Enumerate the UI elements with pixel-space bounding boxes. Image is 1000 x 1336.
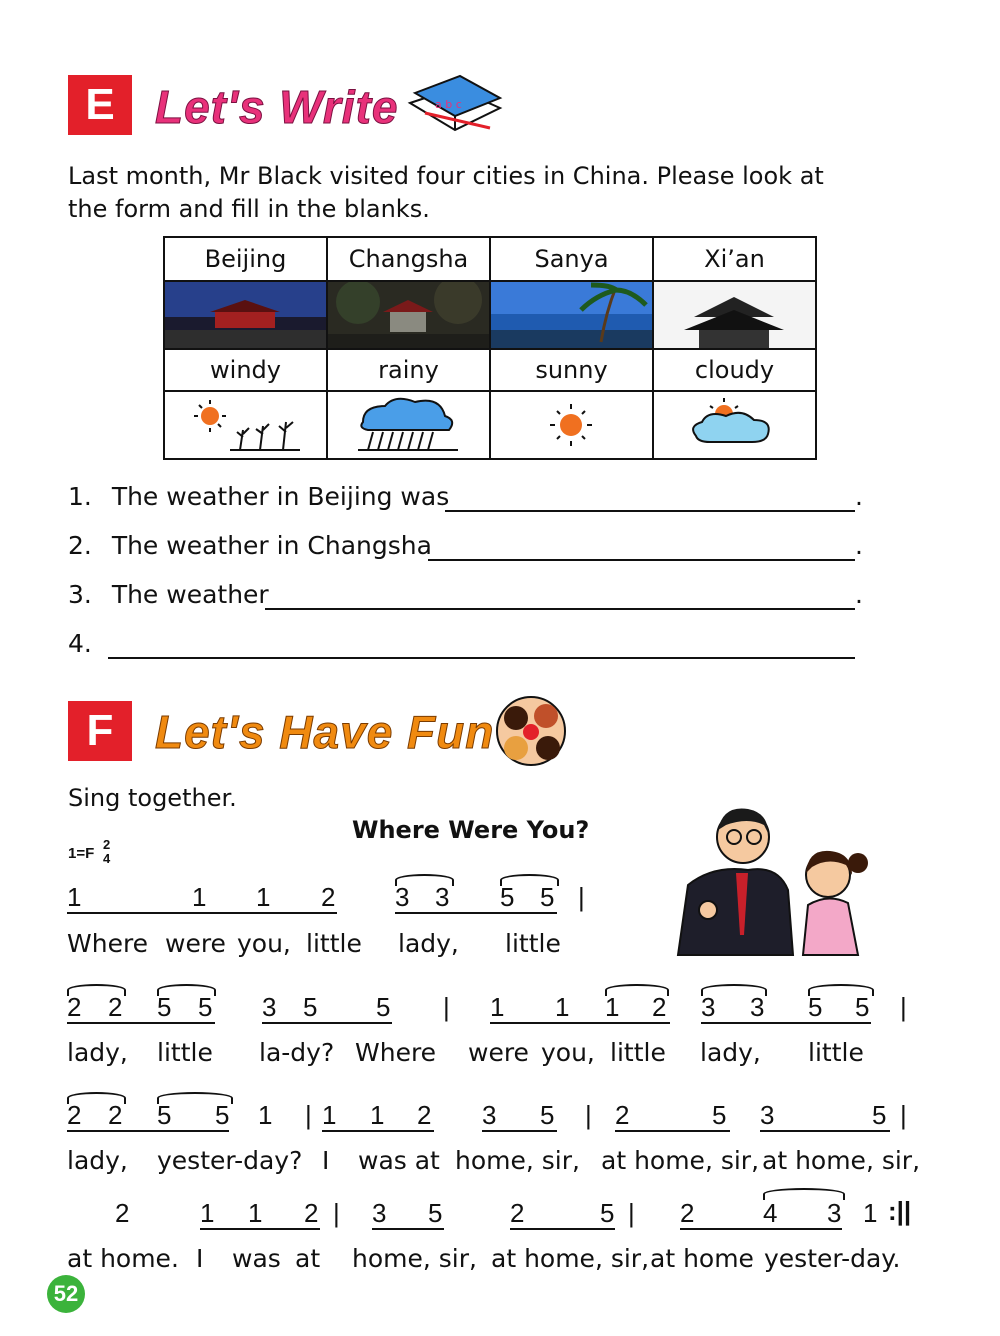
page-number: 52 <box>47 1275 85 1313</box>
lyric: at home, sir, <box>762 1146 921 1175</box>
lyric: lady, <box>398 929 459 958</box>
lyric: at home. <box>67 1244 179 1273</box>
lyric: little <box>808 1038 864 1067</box>
xian-photo <box>653 281 816 349</box>
answer-blank-2[interactable] <box>428 559 855 561</box>
note: 1 <box>256 882 271 912</box>
note-underline <box>615 1130 730 1132</box>
note: 3 <box>262 992 277 1022</box>
lyric: I <box>322 1146 330 1175</box>
lyric: little <box>306 929 362 958</box>
lyric: little <box>610 1038 666 1067</box>
note: 5 <box>600 1198 615 1228</box>
note-underline <box>701 1022 871 1024</box>
note: 3 <box>760 1100 775 1130</box>
lyric: Where <box>67 929 149 958</box>
song-title: Where Were You? <box>352 816 590 844</box>
note: 2 <box>67 1100 82 1130</box>
barline: | <box>578 882 585 912</box>
tie-slur <box>808 984 874 996</box>
key-signature: 1=F <box>68 845 95 862</box>
city-xian: Xi’an <box>653 237 816 281</box>
note: 5 <box>376 992 391 1022</box>
question-2 <box>68 531 432 560</box>
sing-instruction: Sing together. <box>68 784 237 812</box>
note: 5 <box>855 992 870 1022</box>
teacher-and-girl-illustration <box>668 795 883 960</box>
note: 5 <box>428 1198 443 1228</box>
lyric: was at <box>358 1146 440 1175</box>
lyric: at <box>295 1244 321 1273</box>
beijing-photo <box>164 281 327 349</box>
section-f-badge: F <box>68 701 132 761</box>
note: 5 <box>500 882 515 912</box>
lyric: yester-day? <box>157 1146 303 1175</box>
question-1-number: 1. <box>68 482 92 511</box>
lyric: home, sir, <box>455 1146 580 1175</box>
note: 5 <box>712 1100 727 1130</box>
note: 2 <box>115 1198 130 1228</box>
lyric: you, <box>541 1038 595 1067</box>
weather-beijing: windy <box>164 349 327 391</box>
note: 1 <box>258 1100 273 1130</box>
book-icon <box>405 68 505 138</box>
barline: | <box>305 1100 312 1130</box>
lyric: lady, <box>700 1038 761 1067</box>
note-underline <box>322 1130 434 1132</box>
note: 2 <box>417 1100 432 1130</box>
city-sanya: Sanya <box>490 237 653 281</box>
note: 2 <box>108 992 123 1022</box>
answer-blank-3[interactable] <box>265 608 855 610</box>
note: 3 <box>435 882 450 912</box>
city-changsha: Changsha <box>327 237 490 281</box>
lyric: Where <box>355 1038 437 1067</box>
note-underline <box>510 1228 615 1230</box>
instructions <box>68 160 928 226</box>
rain-cloud-icon <box>327 391 490 459</box>
weather-changsha: rainy <box>327 349 490 391</box>
lyric: you, <box>237 929 291 958</box>
lyric: at home <box>650 1244 754 1273</box>
note: 3 <box>701 992 716 1022</box>
tie-slur <box>605 984 669 996</box>
note: 1 <box>863 1198 878 1228</box>
instructions-line-2: the form and fill in the blanks. <box>68 195 430 223</box>
note-underline <box>67 1130 229 1132</box>
note: 2 <box>510 1198 525 1228</box>
note: 1 <box>605 992 620 1022</box>
note-underline <box>395 912 557 914</box>
sanya-photo <box>490 281 653 349</box>
question-3-number: 3. <box>68 580 92 609</box>
note: 2 <box>321 882 336 912</box>
note: 3 <box>482 1100 497 1130</box>
note: 5 <box>540 882 555 912</box>
note-underline <box>67 1022 215 1024</box>
sun-wind-trees-icon <box>164 391 327 459</box>
barline: | <box>628 1198 635 1228</box>
question-1-text: The weather in Beijing was <box>111 482 450 511</box>
sun-icon <box>490 391 653 459</box>
note: 3 <box>827 1198 842 1228</box>
lyric: lady, <box>67 1146 128 1175</box>
note: 2 <box>304 1198 319 1228</box>
note: 5 <box>198 992 213 1022</box>
question-1 <box>68 482 449 511</box>
note: 1 <box>67 882 82 912</box>
lyric: were <box>165 929 226 958</box>
note: 5 <box>215 1100 230 1130</box>
note: 5 <box>303 992 318 1022</box>
sun-cloud-icon <box>653 391 816 459</box>
question-2-text: The weather in Changsha <box>111 531 432 560</box>
note: 1 <box>200 1198 215 1228</box>
lyric: was <box>232 1244 281 1273</box>
question-3-end: . <box>855 580 863 609</box>
section-e-title: Let's Write <box>155 81 399 133</box>
tie-slur <box>395 874 454 886</box>
lyric: home, sir, <box>352 1244 477 1273</box>
section-f-title: Let's Have Fun <box>155 706 495 758</box>
note: 2 <box>680 1198 695 1228</box>
lyric: little <box>157 1038 213 1067</box>
note: 3 <box>750 992 765 1022</box>
barline: | <box>900 1100 907 1130</box>
tie-slur <box>763 1188 845 1200</box>
lyric: la-dy? <box>259 1038 335 1067</box>
question-1-end: . <box>855 482 863 511</box>
note: 2 <box>67 992 82 1022</box>
question-2-number: 2. <box>68 531 92 560</box>
weather-xian: cloudy <box>653 349 816 391</box>
lyric: yester-day. <box>764 1244 901 1273</box>
tie-slur <box>500 874 559 886</box>
note-underline <box>760 1130 890 1132</box>
svg-text:a b c: a b c <box>435 98 462 111</box>
note-underline <box>200 1228 320 1230</box>
note: 5 <box>157 1100 172 1130</box>
lyric: at home, sir, <box>491 1244 650 1273</box>
lyric: were <box>468 1038 529 1067</box>
note-underline <box>490 1022 670 1024</box>
note-underline <box>680 1228 842 1230</box>
barline: | <box>585 1100 592 1130</box>
city-weather-table <box>163 236 817 460</box>
section-e-badge: E <box>68 75 132 135</box>
note-underline <box>482 1130 557 1132</box>
weather-sanya: sunny <box>490 349 653 391</box>
note: 2 <box>652 992 667 1022</box>
barline: | <box>900 992 907 1022</box>
question-4 <box>68 629 92 658</box>
tie-slur <box>67 1092 126 1104</box>
note: 5 <box>540 1100 555 1130</box>
question-3-text: The weather <box>111 580 269 609</box>
kids-group-icon <box>488 690 574 772</box>
note: 2 <box>108 1100 123 1130</box>
note-underline <box>67 912 337 914</box>
time-signature <box>103 838 110 866</box>
note: 3 <box>395 882 410 912</box>
question-2-end: . <box>855 531 863 560</box>
note-underline <box>262 1022 392 1024</box>
note: 1 <box>248 1198 263 1228</box>
tie-slur <box>67 984 126 996</box>
lyric: lady, <box>67 1038 128 1067</box>
note: 1 <box>322 1100 337 1130</box>
question-4-number: 4. <box>68 629 92 658</box>
tie-slur <box>157 1092 233 1104</box>
city-beijing: Beijing <box>164 237 327 281</box>
note: 1 <box>555 992 570 1022</box>
time-signature-bottom: 4 <box>103 851 111 866</box>
repeat-barline: :|| <box>888 1196 912 1226</box>
answer-blank-4[interactable] <box>108 657 855 659</box>
note-underline <box>372 1228 444 1230</box>
tie-slur <box>701 984 767 996</box>
note: 3 <box>372 1198 387 1228</box>
lyric: I <box>196 1244 204 1273</box>
note: 2 <box>615 1100 630 1130</box>
note: 1 <box>370 1100 385 1130</box>
tie-slur <box>157 984 216 996</box>
instructions-line-1: Last month, Mr Black visited four cities in China. Please look at <box>68 162 824 190</box>
changsha-photo <box>327 281 490 349</box>
lyric: little <box>505 929 561 958</box>
answer-blank-1[interactable] <box>445 510 855 512</box>
note: 5 <box>872 1100 887 1130</box>
note: 1 <box>490 992 505 1022</box>
time-signature-top: 2 <box>103 837 111 852</box>
barline: | <box>443 992 450 1022</box>
note: 4 <box>763 1198 778 1228</box>
note: 5 <box>808 992 823 1022</box>
note: 5 <box>157 992 172 1022</box>
note: 1 <box>192 882 207 912</box>
barline: | <box>333 1198 340 1228</box>
question-3 <box>68 580 269 609</box>
lyric: at home, sir, <box>601 1146 760 1175</box>
